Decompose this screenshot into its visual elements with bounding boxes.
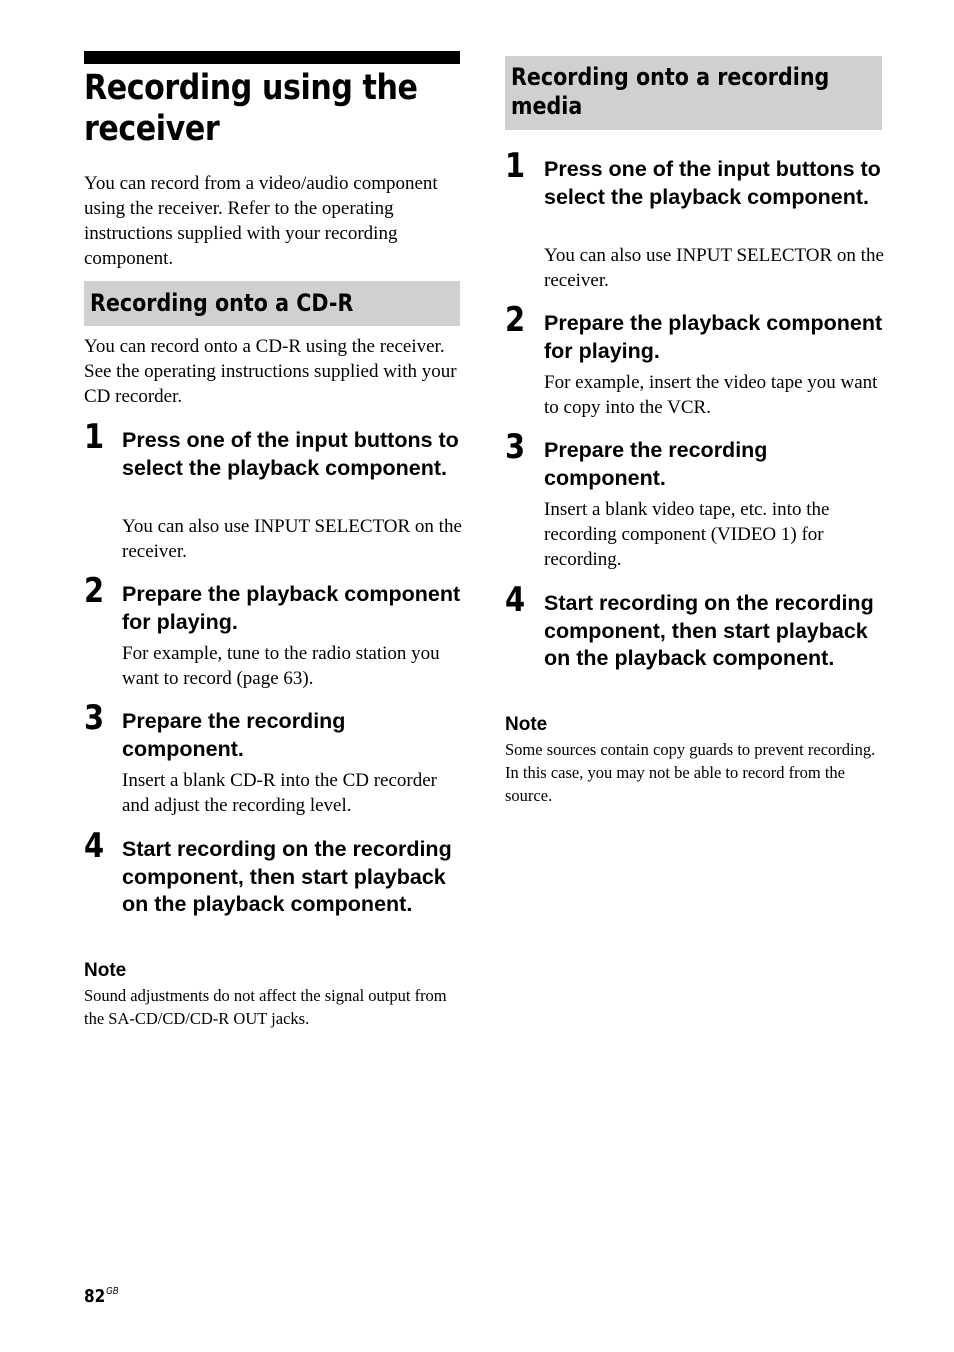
- cdr-step-2-body: For example, tune to the radio station you want to record (page 63).: [122, 643, 440, 689]
- section-title-media: [511, 63, 829, 121]
- cdr-step-3-number: 3: [84, 698, 105, 738]
- media-note-text: Some sources contain copy guards to prevent recording. In this case, you may not be able to record from the source.: [505, 740, 876, 805]
- media-step-2-body: For example, insert the video tape you want to copy into the VCR.: [544, 372, 878, 418]
- cdr-step-1-heading: Press one of the input buttons to select the playback component.: [122, 428, 459, 480]
- cdr-step-1-number: 1: [84, 417, 105, 457]
- media-step-4-heading: Start recording on the recording component, then start playback on the playback component.: [544, 591, 874, 670]
- media-note-label: Note: [505, 714, 548, 735]
- cdr-step-2-number: 2: [84, 571, 105, 611]
- media-step-2-heading: Prepare the playback component for playing.: [544, 311, 883, 363]
- cdr-step-2-heading: Prepare the playback component for playing.: [122, 582, 461, 634]
- section-header-media: [505, 56, 882, 130]
- media-step-3-number: 3: [505, 427, 526, 467]
- media-step-1-body: You can also use INPUT SELECTOR on the receiver.: [544, 245, 884, 291]
- section-title-cdr: Recording onto a CD-R: [90, 289, 354, 317]
- cdr-step-4-number: 4: [84, 826, 105, 866]
- section-title-media-line1: Recording onto a recording: [511, 63, 830, 91]
- page-title-line1: Recording using the: [84, 68, 418, 108]
- page-number-value: 82: [84, 1286, 106, 1307]
- media-step-3-body: Insert a blank video tape, etc. into the recording component (VIDEO 1) for recording.: [544, 499, 830, 570]
- media-step-4-number: 4: [505, 580, 526, 620]
- cdr-step-3-body: Insert a blank CD-R into the CD recorder and adjust the recording level.: [122, 770, 437, 816]
- media-step-1-number: 1: [505, 146, 526, 186]
- cdr-note-text: Sound adjustments do not affect the signal output from the SA-CD/CD/CD-R OUT jacks.: [84, 986, 447, 1028]
- cdr-intro-paragraph: You can record onto a CD-R using the receiver. See the operating instructions supplied with your CD recorder.: [84, 336, 457, 407]
- media-step-2-number: 2: [505, 300, 526, 340]
- page-title-line2: receiver: [84, 109, 220, 149]
- title-rule: [84, 51, 460, 64]
- cdr-step-3-heading: Prepare the recording component.: [122, 709, 346, 761]
- section-header-cdr: [84, 281, 460, 326]
- intro-paragraph: You can record from a video/audio component using the receiver. Refer to the operating instructions supplied with your recording component.: [84, 173, 438, 269]
- page-number: [84, 1281, 118, 1308]
- media-step-1-heading: Press one of the input buttons to select the playback component.: [544, 157, 881, 209]
- cdr-step-1-body: You can also use INPUT SELECTOR on the receiver.: [122, 516, 462, 562]
- page-title: [84, 68, 418, 150]
- cdr-step-4-heading: Start recording on the recording component, then start playback on the playback component.: [122, 837, 452, 916]
- region-code: GB: [106, 1286, 119, 1297]
- media-step-3-heading: Prepare the recording component.: [544, 438, 768, 490]
- section-title-media-line2: media: [511, 92, 583, 120]
- cdr-note-label: Note: [84, 960, 127, 981]
